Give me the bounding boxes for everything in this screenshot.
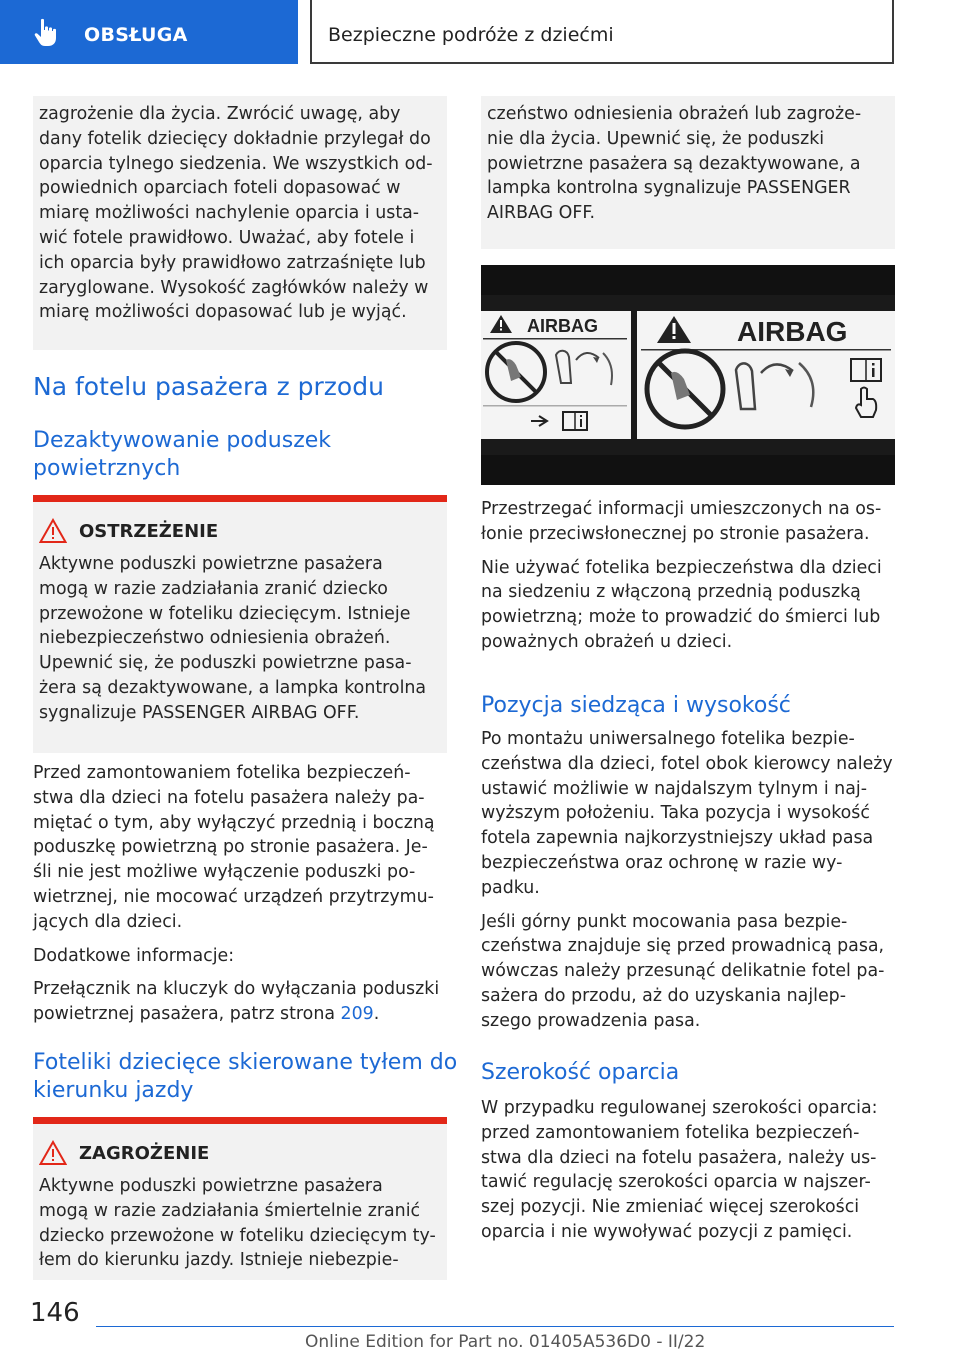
paragraph-line-with-link	[33, 1002, 453, 1027]
paragraph-line: czeństwa dla dzieci, fotel obok kierowcy należy	[481, 753, 893, 774]
link-suffix: .	[373, 1004, 380, 1025]
danger-line: Aktywne poduszki powietrzne pasażera	[39, 1176, 383, 1196]
intro-line: oparcia tylnego siedzenia. We wszystkich od-	[39, 153, 433, 174]
paragraph-line: szego prowadzenia pasa.	[481, 1010, 701, 1031]
section-tab	[0, 0, 298, 64]
paragraph-line: łonie przeciwsłonecznej po stronie pasażera.	[481, 523, 870, 544]
heading-deactivate-airbags	[33, 427, 331, 483]
paragraph-line: stwa dla dzieci na fotelu pasażera, należy us-	[481, 1147, 877, 1168]
warning-title-row	[39, 516, 447, 546]
paragraph-line: szej pozycji. Nie zmieniać więcej szerokości	[481, 1197, 860, 1218]
airbag-sticker-image	[481, 265, 895, 485]
paragraph-line: Przestrzegać informacji umieszczonych na os-	[481, 499, 882, 519]
intro-line: miarę możliwości dopasować lub je wyjąć.	[39, 302, 407, 323]
warning-triangle-icon	[39, 1140, 67, 1166]
paragraph-line: poduszkę powietrzną po stronie pasażera. Je-	[33, 837, 428, 858]
intro-line: powiednich oparciach foteli dopasować w	[39, 178, 401, 199]
paragraph-line: jących dla dzieci.	[33, 911, 183, 932]
continuation-line: AIRBAG OFF.	[487, 203, 596, 224]
section-label: OBSŁUGA	[84, 24, 188, 46]
chapter-header	[310, 0, 894, 64]
paragraph-line: Nie używać fotelika bezpieczeństwa dla dzieci	[481, 557, 882, 578]
danger-box	[33, 1117, 447, 1280]
warning-triangle-icon	[39, 518, 67, 544]
paragraph-line: poważnych obrażeń u dzieci.	[481, 631, 733, 652]
heading-front-passenger: Na fotelu pasażera z przodu	[33, 372, 384, 401]
paragraph-line: sażera do przodu, aż do uzyskania najlep-	[481, 985, 846, 1006]
warning-line: mogą w razie zadziałania zranić dziecko	[39, 578, 388, 599]
warning-line: żera są dezaktywowane, a lampka kontrolna	[39, 677, 427, 698]
paragraph-backrest-width	[481, 1096, 901, 1245]
airbag-label-photo	[481, 265, 895, 485]
danger-continuation-box	[481, 96, 895, 249]
paragraph-seating-position	[481, 727, 901, 1034]
intro-line: miarę możliwości nachylenie oparcia i usta-	[39, 203, 420, 224]
paragraph-line: Przełącznik na kluczyk do wyłączania poduszki	[33, 979, 440, 1000]
page-number: 146	[30, 1298, 80, 1328]
intro-line: zaryglowane. Wysokość zagłówków należy w	[39, 277, 429, 298]
paragraph-line: wietrznej, nie mocować urządzeń przytrzymu-	[33, 886, 434, 907]
paragraph-line: powietrzną; może to prowadzić do śmierci lub	[481, 607, 881, 628]
paragraph-line: bezpieczeństwa oraz ochronę w razie wy-	[481, 852, 843, 873]
paragraph-line: fotela zapewnia najkorzystniejszy układ pasa	[481, 828, 874, 849]
heading-line: kierunku jazdy	[33, 1078, 194, 1103]
hand-pointer-icon	[30, 16, 62, 48]
airbag-label-small: AIRBAG	[527, 316, 598, 336]
intro-line: ich oparcia były prawidłowo zatrzaśnięte lub	[39, 252, 426, 273]
paragraph-line: ustawić możliwie w najdalszym tylnym i naj-	[481, 778, 867, 799]
paragraph-line: tawić regulację szerokości oparcia w najszer-	[481, 1172, 871, 1193]
paragraph-line: przed zamontowaniem fotelika bezpieczeń-	[481, 1122, 860, 1143]
continuation-line: powietrzne pasażera są dezaktywowane, a	[487, 153, 861, 174]
continuation-line: czeństwo odniesienia obrażeń lub zagroże-	[487, 104, 862, 124]
danger-line: łem do kierunku jazdy. Istnieje niebezpie-	[39, 1250, 399, 1271]
continuation-line: lampka kontrolna sygnalizuje PASSENGER	[487, 178, 851, 199]
paragraph-line: śli nie jest możliwe wyłączenie poduszki po-	[33, 862, 416, 883]
paragraph-line: stwa dla dzieci na fotelu pasażera należy pa-	[33, 787, 425, 808]
paragraph-line: na siedzeniu z włączoną przednią poduszką	[481, 582, 861, 603]
continuation-line: nie dla życia. Upewnić się, że poduszki	[487, 128, 825, 149]
paragraph-line: wyższym położeniu. Taka pozycja i wysokość	[481, 803, 870, 824]
heading-rear-facing-seats	[33, 1049, 457, 1105]
heading-seating-position: Pozycja siedząca i wysokość	[481, 693, 791, 718]
paragraph-line: padku.	[481, 877, 540, 898]
right-paragraphs	[481, 497, 901, 655]
intro-line: wić fotele prawidłowo. Uważać, aby fotele i	[39, 227, 415, 248]
warning-line: Aktywne poduszki powietrzne pasażera	[39, 554, 383, 574]
heading-line: powietrznych	[33, 456, 181, 481]
paragraph-line: Przed zamontowaniem fotelika bezpieczeń-	[33, 763, 411, 783]
paragraph-line: Jeśli górny punkt mocowania pasa bezpie-	[481, 911, 848, 932]
danger-title-row	[39, 1138, 447, 1168]
paragraph-line: czeństwa znajduje się przed prowadnicą pasa,	[481, 936, 885, 957]
warning-line: sygnalizuje PASSENGER AIRBAG OFF.	[39, 702, 360, 723]
paragraph-line: W przypadku regulowanej szerokości oparcia:	[481, 1098, 878, 1118]
warning-box	[33, 495, 447, 753]
page-reference-link[interactable]: 209	[340, 1004, 374, 1025]
paragraph-additional-info: Dodatkowe informacje:	[33, 945, 235, 966]
intro-line: dany fotelik dziecięcy dokładnie przylegał do	[39, 128, 431, 149]
warning-title: OSTRZEŻENIE	[79, 520, 219, 542]
airbag-label-large: AIRBAG	[737, 316, 848, 347]
footer-divider	[96, 1326, 894, 1327]
chapter-title: Bezpieczne podróże z dziećmi	[328, 24, 614, 46]
paragraph-line: oparcia i nie wywoływać pozycji z pamięci.	[481, 1221, 853, 1242]
link-prefix: powietrznej pasażera, patrz strona	[33, 1004, 341, 1025]
heading-line: Dezaktywowanie poduszek	[33, 428, 332, 453]
warning-line: niebezpieczeństwo odniesienia obrażeń.	[39, 628, 391, 649]
heading-line: Foteliki dziecięce skierowane tyłem do	[33, 1050, 458, 1075]
paragraph-line: wówczas należy przesunąć delikatnie fotel pa-	[481, 961, 885, 982]
danger-title: ZAGROŻENIE	[79, 1142, 210, 1164]
danger-line: mogą w razie zadziałania śmiertelnie zranić	[39, 1200, 421, 1221]
paragraph-line: Po montażu uniwersalnego fotelika bezpie-	[481, 729, 855, 749]
heading-backrest-width: Szerokość oparcia	[481, 1060, 680, 1085]
intro-line: zagrożenie dla życia. Zwrócić uwagę, aby	[39, 104, 401, 124]
intro-continuation-box	[33, 96, 447, 350]
danger-line: dziecko przewożone w foteliku dziecięcym ty-	[39, 1225, 436, 1246]
paragraph-before-mounting	[33, 761, 453, 1027]
warning-line: przewożone w foteliku dziecięcym. Istnieje	[39, 603, 411, 624]
paragraph-line: miętać o tym, aby wyłączyć przednią i boczną	[33, 812, 435, 833]
warning-line: Upewnić się, że poduszki powietrzne pasa-	[39, 653, 412, 674]
edition-note: Online Edition for Part no. 01405A536D0 - II/22	[305, 1332, 706, 1352]
